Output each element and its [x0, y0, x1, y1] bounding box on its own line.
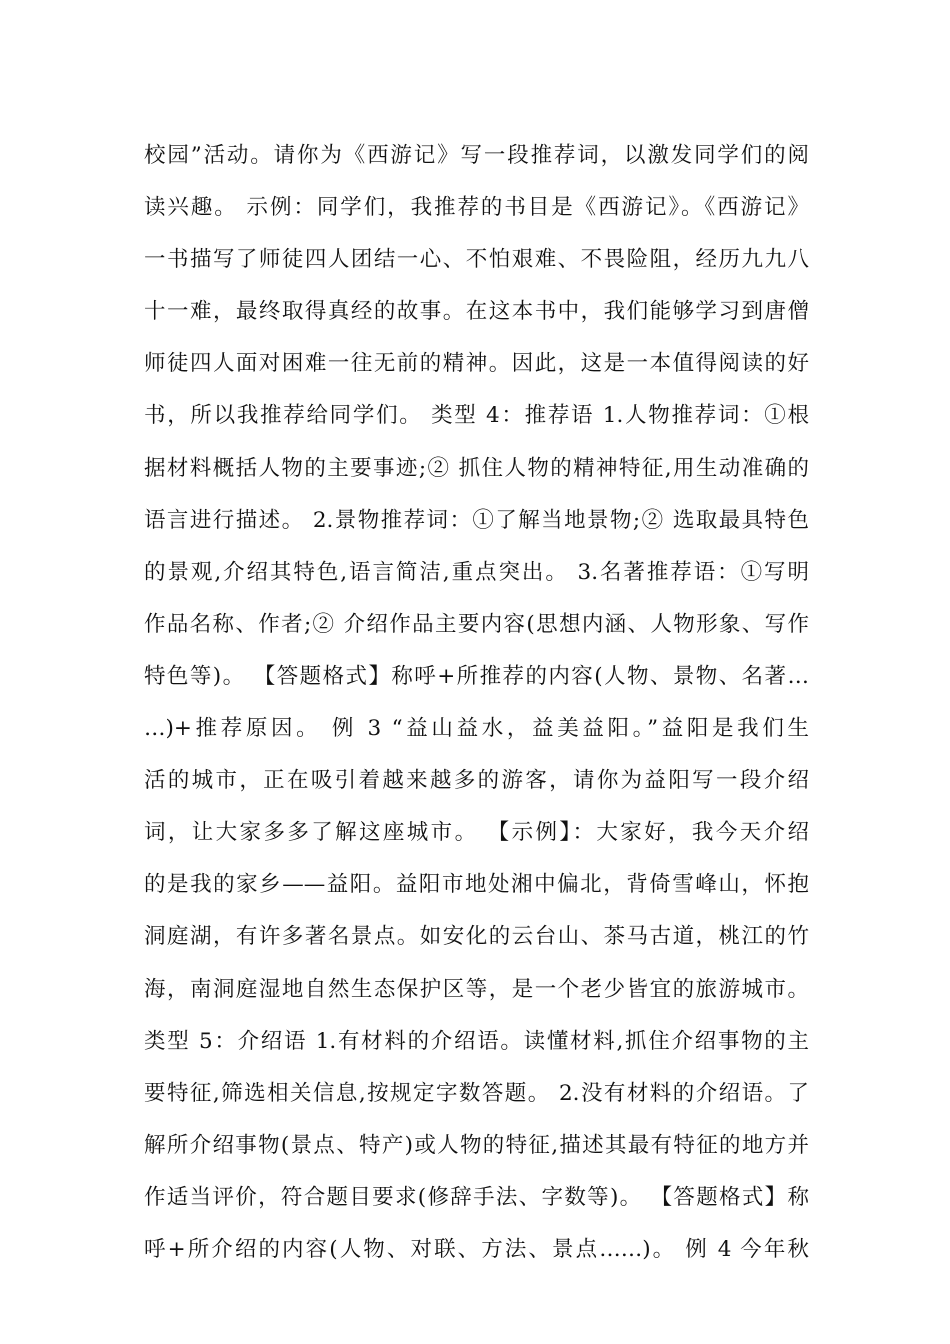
text-line: 类型 5：介绍语 1.有材料的介绍语。读懂材料,抓住介绍事物的主 — [144, 1028, 809, 1054]
text-line: 十一难，最终取得真经的故事。在这本书中，我们能够学习到唐僧 — [144, 299, 809, 325]
text-line: 洞庭湖，有许多著名景点。如安化的云台山、茶马古道，桃江的竹 — [144, 924, 809, 950]
text-line: 要特征,筛选相关信息,按规定字数答题。 2.没有材料的介绍语。了 — [144, 1080, 809, 1106]
text-line: 书，所以我推荐给同学们。 类型 4：推荐语 1.人物推荐词：①根 — [144, 403, 809, 429]
text-line: 语言进行描述。 2.景物推荐词：①了解当地景物;② 选取最具特色 — [144, 507, 809, 533]
text-line: 的是我的家乡——益阳。益阳市地处湘中偏北，背倚雪峰山，怀抱 — [144, 872, 809, 898]
text-line: 词，让大家多多了解这座城市。 【示例】：大家好，我今天介绍 — [144, 820, 809, 846]
text-line: 师徒四人面对困难一往无前的精神。因此，这是一本值得阅读的好 — [144, 351, 809, 377]
text-line: 作品名称、作者;② 介绍作品主要内容(思想内涵、人物形象、写作 — [144, 611, 809, 637]
text-line: 海，南洞庭湿地自然生态保护区等，是一个老少皆宜的旅游城市。 — [144, 976, 809, 1002]
text-line: 解所介绍事物(景点、特产)或人物的特征,描述其最有特征的地方并 — [144, 1132, 809, 1158]
text-line: 读兴趣。 示例：同学们，我推荐的书目是《西游记》。《西游记》 — [144, 195, 809, 221]
text-line: …)+推荐原因。 例 3 “益山益水，益美益阳。”益阳是我们生 — [144, 716, 809, 742]
text-line: 活的城市，正在吸引着越来越多的游客，请你为益阳写一段介绍 — [144, 768, 809, 794]
text-line: 校园”活动。请你为《西游记》写一段推荐词，以激发同学们的阅 — [144, 143, 809, 168]
text-line: 特色等)。 【答题格式】称呼+所推荐的内容(人物、景物、名著… — [144, 663, 809, 689]
body-text — [144, 130, 809, 1276]
text-line: 的景观,介绍其特色,语言简洁,重点突出。 3.名著推荐语：①写明 — [144, 559, 809, 585]
text-line: 一书描写了师徒四人团结一心、不怕艰难、不畏险阻，经历九九八 — [144, 247, 809, 273]
text-line: 作适当评价，符合题目要求(修辞手法、字数等)。 【答题格式】称 — [144, 1184, 809, 1210]
text-line: 呼+所介绍的内容(人物、对联、方法、景点……)。 例 4 今年秋 — [144, 1236, 809, 1262]
text-line: 据材料概括人物的主要事迹;② 抓住人物的精神特征,用生动准确的 — [144, 455, 809, 481]
